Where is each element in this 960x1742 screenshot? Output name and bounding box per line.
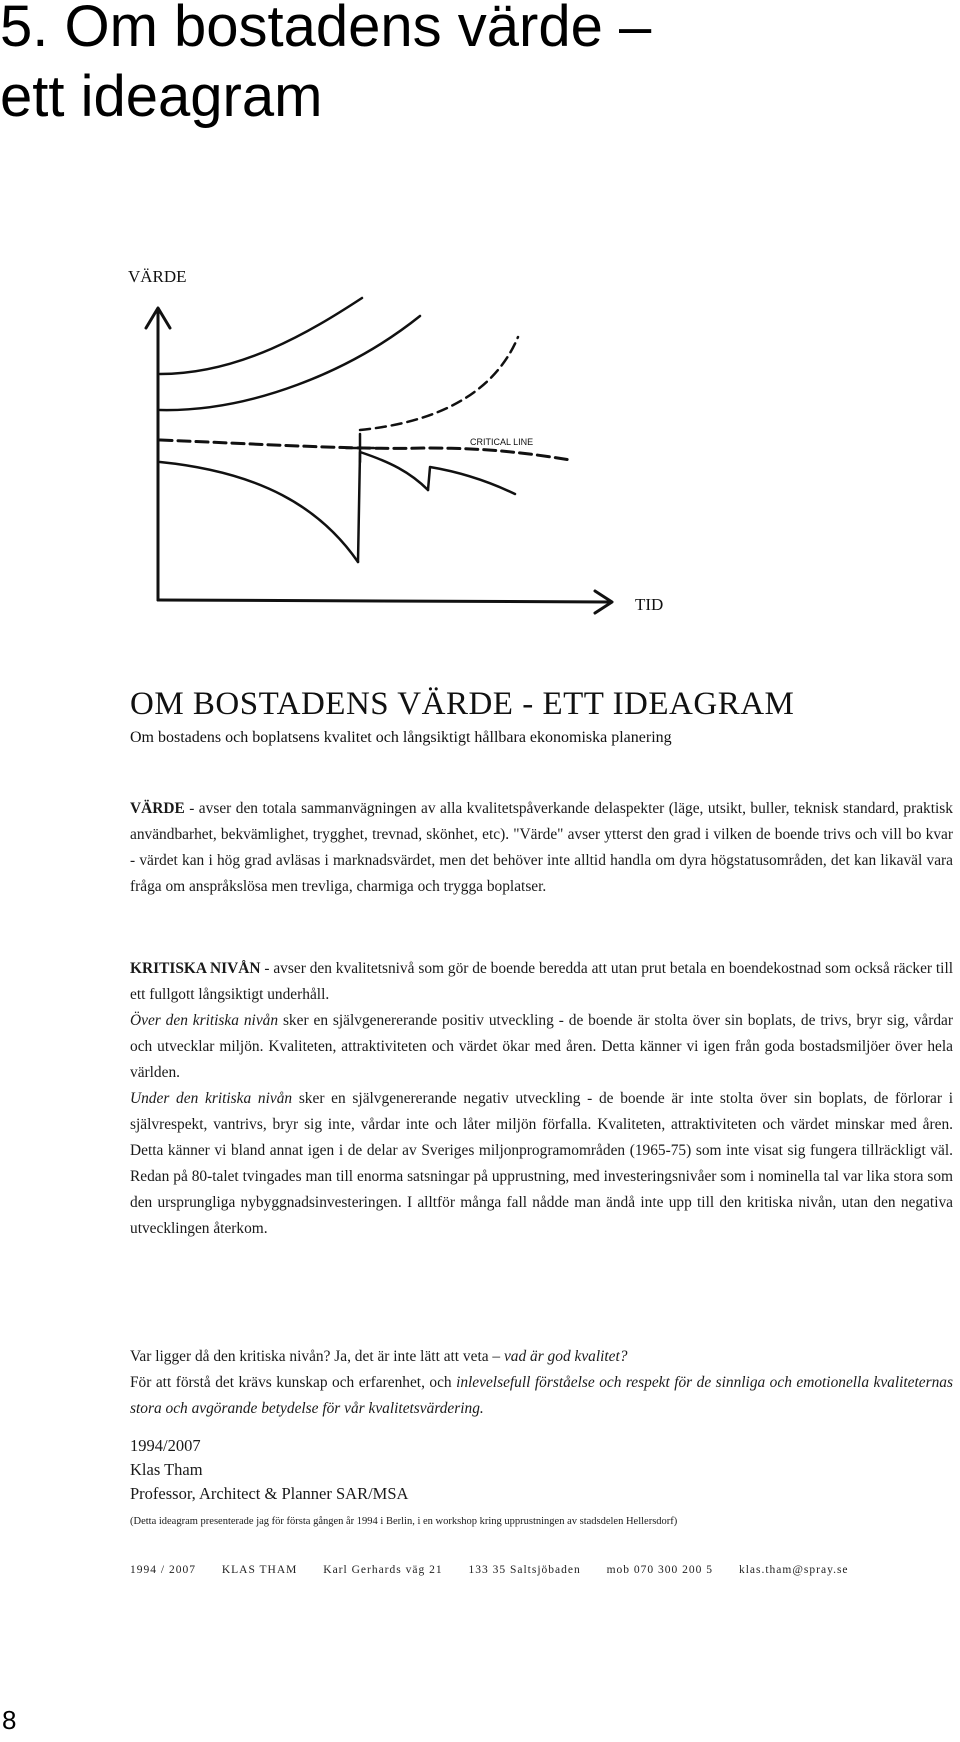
x-axis-label: TID [635,595,664,614]
document-footer [130,1564,871,1576]
page-number: 8 [2,1705,17,1735]
cross-marker [346,434,374,462]
signature-name: Klas Tham [130,1460,203,1479]
footer-address: Karl Gerhards väg 21 [323,1564,443,1576]
x-axis [158,600,610,602]
term-under-nivan: Under den kritiska nivån [130,1090,293,1107]
understanding-text: För att förstå det krävs kunskap och erfarenhet, och [130,1374,457,1391]
footer-phone: mob 070 300 200 5 [606,1564,714,1576]
question-text: Var ligger då den kritiska nivån? Ja, det är inte lätt att veta – [130,1348,504,1365]
renovation-jump-1 [358,452,428,562]
paragraph-varde-text: - avser den totala sammanvägningen av alla kvalitetspåverkande delaspekter (läge, utsikt, buller, teknisk standard, praktisk användbarhet, bekvämlighet, trygghet, trevnad, skönhet, etc). "Värde" avser ytterst den grad i vilken de boende trivs och vill bo kvar - värdet kan i hög grad avläsas i marknadsvärdet, men det behöver inte alltid handla om dyra högstatusområden, det kan likaväl vara fråga om anspråkslösa men trevliga, charmiga och trygga boplatser. [130,800,953,895]
term-kritiska-nivan: KRITISKA NIVÅN [130,960,261,977]
middle-solid-curve [160,316,420,410]
footer-year: 1994 / 2007 [130,1564,196,1576]
term-varde: VÄRDE [130,800,185,817]
signature-note: (Detta ideagram presenterade jag för första gången år 1994 i Berlin, i en workshop kring upprustningen av stadsdelen Hellersdorf) [130,1516,678,1527]
footer-name: KLAS THAM [221,1564,298,1576]
paragraph-question [130,1344,953,1422]
question-italic: vad är god kvalitet? [503,1348,628,1365]
footer-email: klas.tham@spray.se [738,1564,849,1576]
heading-line-1: 5. Om bostadens värde – [0,0,652,59]
signature-year: 1994/2007 [130,1436,201,1455]
footer-postal: 133 35 Saltsjöbaden [468,1564,581,1576]
signature-block [130,1434,677,1532]
signature-role: Professor, Architect & Planner SAR/MSA [130,1484,409,1503]
upper-solid-curve [160,298,362,374]
term-over-nivan: Över den kritiska nivån [130,1012,279,1029]
rising-dashed-curve [360,337,518,430]
paragraph-under-text: sker en självgenererande negativ utveckling - de boende är inte stolta över sin boplats, de förlorar i självrespekt, vantrivs, bryr sig inte, vårdar inte och låter miljön förfalla. Kvaliteten, attraktiviteten och värdet minskar med åren. Detta känner vi bland annat igen i de delar av Sveriges miljonprogramområden (1965-75) som inte visat sig fungera tillräckligt väl. Redan på 80-talet tvingades man till enorma satsningar på upprustning, med investeringsnivåer som i nominella tal var lika stora som den ursprungliga nybyggnadsinvesteringen. I alltför många fall nådde man ändå inte upp till den kritiska nivån, utan den negativa utvecklingen återkom. [130,1090,953,1237]
paragraph-kritiska-text: - avser den kvalitetsnivå som gör de boende beredda att utan prut betala en boendekostnad som också räcker till ett fullgott långsiktigt underhåll. [130,960,954,1003]
paragraph-kritiska-nivan [130,956,953,1242]
renovation-jump-2 [428,467,515,494]
document-title: OM BOSTADENS VÄRDE - ETT IDEAGRAM [130,686,795,722]
paragraph-over-text: sker en självgenererande positiv utveckling - de boende är stolta över sin boplats, de trivs, bryr sig, vårdar och utvecklar miljön. Kvaliteten, attraktiviteten och värdet ökar med åren. Detta känner vi igen från goda bostadsmiljöer över hela världen. [130,1012,953,1081]
y-axis-label: VÄRDE [128,267,187,286]
paragraph-varde [130,796,953,900]
descending-curve [160,462,358,562]
understanding-italic: inlevelsefull förståelse och respekt för de sinnliga och emotionella kvaliteternas stora och avgörande betydelse för vår kvalitetsvärdering. [130,1374,953,1417]
heading-line-2: ett ideagram [0,64,323,129]
page-heading [0,0,651,132]
critical-line-label: CRITICAL LINE [470,437,534,447]
document-subtitle: Om bostadens och boplatsens kvalitet och långsiktigt hållbara ekonomiska planering [130,729,672,746]
ideagram-diagram [110,262,690,622]
